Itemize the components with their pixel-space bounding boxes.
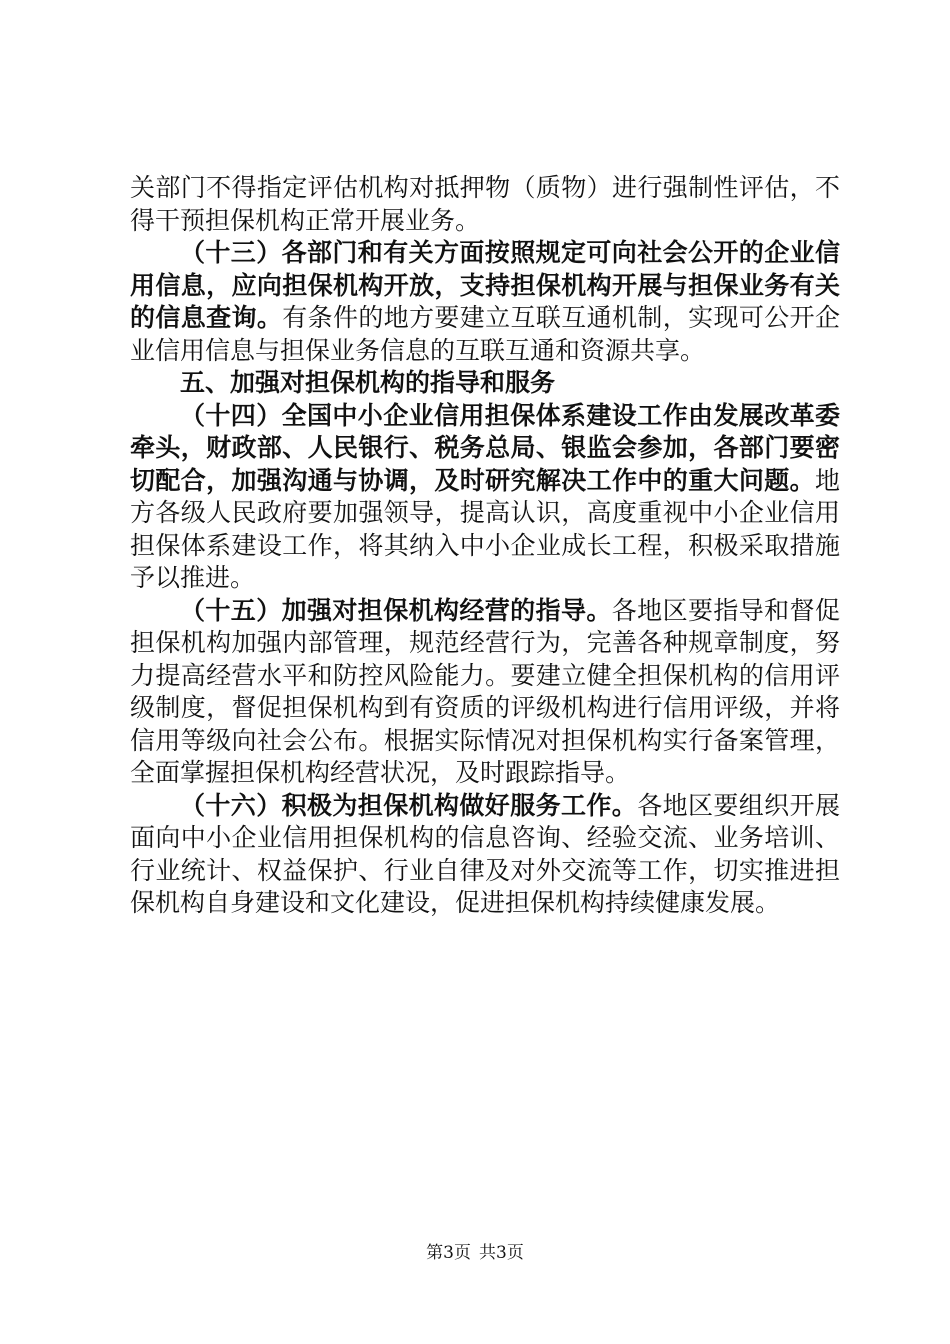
paragraph-text: 各地区要组织开展面向中小企业信用担保机构的信息咨询、经验交流、业务培训、行业统计、权益保护、行业自律及对外交流等工作，切实推进担保机构自身建设和文化建设，促进担保机构持续健康发展。 [130, 790, 840, 917]
section-heading-text: 五、加强对担保机构的指导和服务 [180, 368, 556, 397]
section-heading [130, 367, 840, 400]
page-total: 共3页 [479, 1243, 524, 1263]
paragraph-text: 地方各级人民政府要加强领导，提高认识，高度重视中小企业信用担保体系建设工作，将其纳入中小企业成长工程，积极采取措施予以推进。 [130, 465, 840, 592]
paragraph-text: 有条件的地方要建立互联互通机制，实现可公开企业信用信息与担保业务信息的互联互通和资源共享。 [130, 303, 840, 365]
paragraph-continuation [130, 172, 840, 237]
paragraph-lead: （十五）加强对担保机构经营的指导。 [180, 595, 612, 625]
paragraph-lead: （十三）各部门和有关方面按照规定可向社会公开的企业信用信息，应向担保机构开放，支持担保机构开展与担保业务有关的信息查询。 [130, 238, 840, 332]
page-footer [0, 1241, 950, 1265]
paragraph-lead: （十六）积极为担保机构做好服务工作。 [180, 790, 638, 820]
paragraph-lead: （十四）全国中小企业信用担保体系建设工作由发展改革委牵头，财政部、人民银行、税务总局、银监会参加，各部门要密切配合，加强沟通与协调，及时研究解决工作中的重大问题。 [130, 400, 840, 495]
page-number: 第3页 [426, 1243, 471, 1263]
paragraph-item-16 [130, 790, 840, 920]
paragraph-item-13 [130, 237, 840, 367]
document-body [130, 172, 840, 920]
paragraph-text: 关部门不得指定评估机构对抵押物（质物）进行强制性评估，不得干预担保机构正常开展业务。 [130, 173, 840, 235]
paragraph-item-14 [130, 400, 840, 595]
paragraph-text: 各地区要指导和督促担保机构加强内部管理，规范经营行为，完善各种规章制度，努力提高经营水平和防控风险能力。要建立健全担保机构的信用评级制度，督促担保机构到有资质的评级机构进行信用评级，并将信用等级向社会公布。根据实际情况对担保机构实行备案管理，全面掌握担保机构经营状况，及时跟踪指导。 [130, 595, 840, 787]
paragraph-item-15 [130, 595, 840, 790]
